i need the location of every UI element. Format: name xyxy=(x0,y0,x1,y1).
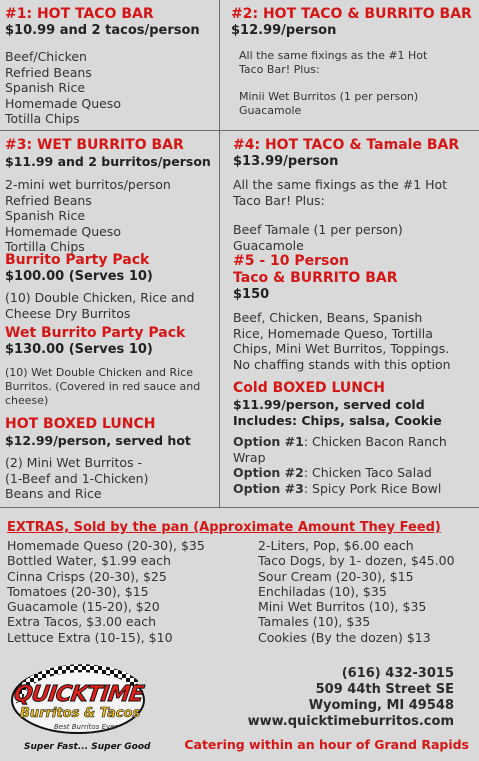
pack-price: $130.00 (Serves 10) xyxy=(5,342,153,357)
option-1 xyxy=(233,434,477,450)
brand-logo xyxy=(6,662,156,756)
desc-line: Beef, Chicken, Beans, Spanish xyxy=(233,310,423,325)
lunch-options xyxy=(233,434,477,496)
section-price: $11.99 and 2 burritos/person xyxy=(5,154,211,169)
pack-desc xyxy=(5,366,219,408)
section-title: #2: HOT TACO & BURRITO BAR xyxy=(231,6,472,22)
lunch-title: Cold BOXED LUNCH xyxy=(233,380,386,396)
list-item: Tortilla Chips xyxy=(5,239,85,254)
list-item: Totilla Chips xyxy=(5,111,80,126)
extra-item: Tomatoes (20-30), $15 xyxy=(7,583,149,599)
list-item: Guacamole xyxy=(233,237,304,253)
desc-line: No chaffing stands with this option xyxy=(233,356,451,372)
extra-item: Tamales (10), $35 xyxy=(258,614,371,630)
desc-line: Rice, Homemade Queso, Tortilla xyxy=(233,325,433,341)
contact-block xyxy=(248,666,454,730)
section-price: $10.99 and 2 tacos/person xyxy=(5,23,200,38)
desc-line: (2) Mini Wet Burritos - xyxy=(5,455,143,470)
list-item: Beef Tamale (1 per person) xyxy=(233,222,403,237)
extras-title: EXTRAS, Sold by the pan (Approximate Amount They Feed) xyxy=(7,520,441,535)
extras-right-column xyxy=(258,538,455,645)
list-item: Refried Beans xyxy=(5,192,92,208)
section-title-line1: #5 - 10 Person xyxy=(233,253,349,269)
lunch-price: $12.99/person, served hot xyxy=(5,433,191,448)
option-text: : Spicy Pork Rice Bowl xyxy=(303,480,442,496)
pack-price: $100.00 (Serves 10) xyxy=(5,269,153,284)
list-item: Spanish Rice xyxy=(5,208,86,223)
column-divider-top xyxy=(219,0,220,508)
section-taco-burrito-bar xyxy=(231,6,477,118)
extra-item: Enchiladas (10), $35 xyxy=(258,583,387,599)
desc-line: All the same fixings as the #1 Hot xyxy=(233,177,448,192)
list-item: Beef/Chicken xyxy=(5,49,87,64)
extra-item: Bottled Water, $1.99 each xyxy=(7,553,171,569)
option-text: : Chicken Taco Salad xyxy=(303,465,432,480)
lunch-title: HOT BOXED LUNCH xyxy=(5,416,156,432)
section-desc xyxy=(231,49,477,118)
option-2 xyxy=(233,465,477,481)
extra-item: Mini Wet Burritos (10), $35 xyxy=(258,599,427,615)
extra-item: Lettuce Extra (10-15), $10 xyxy=(7,629,173,645)
extras-divider xyxy=(0,507,479,508)
logo-tagline: Best Burritos Ever xyxy=(54,723,118,731)
desc-line: (1-Beef and 1-Chicken) xyxy=(5,470,149,486)
desc-line: Taco Bar! Plus: xyxy=(239,63,320,76)
row-divider xyxy=(0,130,479,131)
extras-left-column xyxy=(7,538,205,645)
section-wet-burrito-bar xyxy=(5,137,217,255)
list-item: Homemade Queso xyxy=(5,223,121,239)
hot-boxed-lunch xyxy=(5,416,217,502)
section-price: $150 xyxy=(233,287,270,302)
section-title: #1: HOT TACO BAR xyxy=(5,6,154,22)
extra-item: Extra Tacos, $3.00 each xyxy=(7,614,157,630)
desc-line: Chips, Mini Wet Burritos, Toppings. xyxy=(233,341,450,356)
desc-line: Beans and Rice xyxy=(5,486,102,501)
section-title: #3: WET BURRITO BAR xyxy=(5,137,184,153)
logo-name: QUICKTIME xyxy=(12,682,145,707)
phone-number[interactable]: (616) 432-3015 xyxy=(341,666,454,681)
pack-desc xyxy=(5,290,217,321)
option-3 xyxy=(233,481,477,497)
list-item: Guacamole xyxy=(239,104,302,117)
website-link[interactable]: www.quicktimeburritos.com xyxy=(247,714,454,729)
section-ten-person-bar xyxy=(233,253,477,372)
logo-sub: Burritos & Tacos xyxy=(20,706,141,721)
section-items xyxy=(5,49,217,127)
option-label: Option #2 xyxy=(233,465,304,480)
desc-line: (10) Double Chicken, Rice and xyxy=(5,290,195,305)
desc-line: cheese) xyxy=(5,394,49,407)
section-items xyxy=(5,177,217,255)
desc-line: (10) Wet Double Chicken and Rice xyxy=(5,366,194,379)
option-label: Option #3 xyxy=(233,480,304,496)
desc-line: All the same fixings as the #1 Hot xyxy=(239,49,428,62)
lunch-price: $11.99/person, served cold xyxy=(233,397,425,412)
desc-line: Cheese Dry Burritos xyxy=(5,305,131,321)
desc-line: Burritos. (Covered in red sauce and xyxy=(5,380,201,393)
catering-note: Catering within an hour of Grand Rapids xyxy=(184,737,469,752)
option-text: : Chicken Bacon Ranch xyxy=(303,434,447,449)
option-text: Wrap xyxy=(233,449,266,465)
option-label: Option #1 xyxy=(233,434,304,449)
section-taco-tamale-bar xyxy=(233,137,477,253)
desc-line: Taco Bar! Plus: xyxy=(233,192,325,208)
section-hot-taco-bar xyxy=(5,6,217,127)
section-desc xyxy=(233,310,477,372)
extra-item: Cinna Crisps (20-30), $25 xyxy=(7,568,167,584)
lunch-desc xyxy=(5,455,217,502)
cold-boxed-lunch xyxy=(233,380,477,496)
section-price: $12.99/person xyxy=(231,23,337,38)
wet-burrito-party-pack xyxy=(5,325,219,408)
extra-item: Sour Cream (20-30), $15 xyxy=(258,568,414,584)
section-title-line2: Taco & BURRITO BAR xyxy=(233,270,398,286)
list-item: 2-mini wet burritos/person xyxy=(5,177,171,192)
list-item: Refried Beans xyxy=(5,64,92,80)
section-desc xyxy=(233,177,477,253)
extra-item: 2-Liters, Pop, $6.00 each xyxy=(258,538,414,553)
list-item: Minii Wet Burritos (1 per person) xyxy=(239,90,419,103)
list-item: Homemade Queso xyxy=(5,95,121,111)
extra-item: Homemade Queso (20-30), $35 xyxy=(7,538,205,553)
pack-title: Wet Burrito Party Pack xyxy=(5,325,186,341)
logo-slogan: Super Fast... Super Good xyxy=(24,742,151,752)
lunch-includes: Includes: Chips, salsa, Cookie xyxy=(233,413,442,428)
pack-title: Burrito Party Pack xyxy=(5,252,150,268)
extra-item: Guacamole (15-20), $20 xyxy=(7,599,160,615)
city-address: Wyoming, MI 49548 xyxy=(308,698,454,713)
street-address: 509 44th Street SE xyxy=(315,682,454,697)
extra-item: Cookies (By the dozen) $13 xyxy=(258,629,431,645)
burrito-party-pack xyxy=(5,252,217,321)
extra-item: Taco Dogs, by 1- dozen, $45.00 xyxy=(258,553,455,569)
section-title: #4: HOT TACO & Tamale BAR xyxy=(233,137,460,153)
list-item: Spanish Rice xyxy=(5,80,86,95)
section-price: $13.99/person xyxy=(233,154,339,169)
